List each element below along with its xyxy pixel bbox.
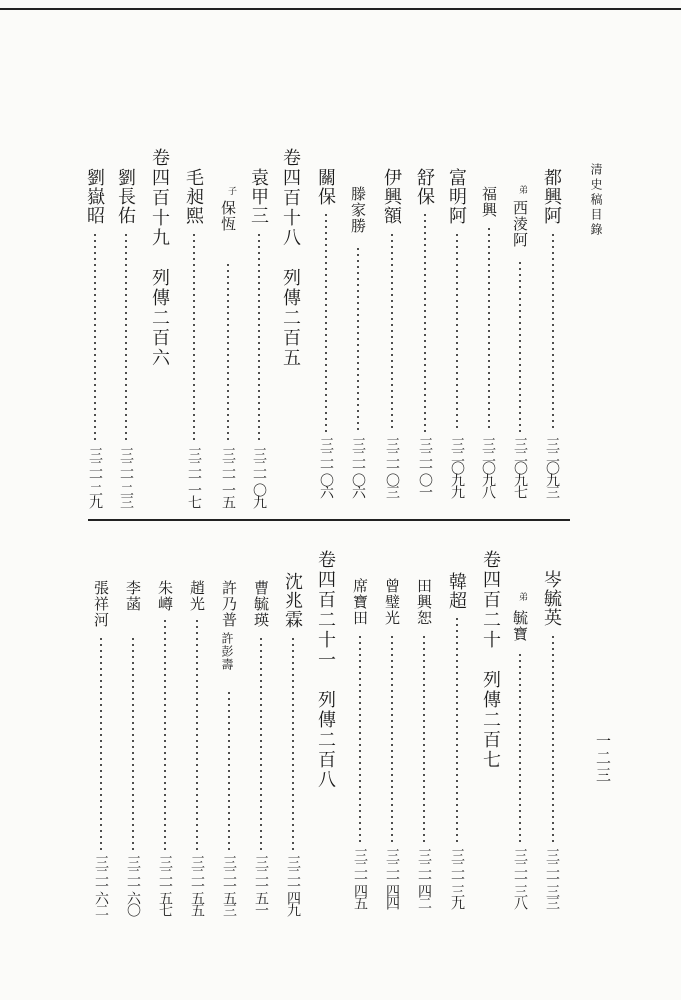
entry-title: 滕家勝 (349, 186, 367, 234)
dot-leader (125, 232, 127, 442)
entry-page: 三二一〇一 (417, 437, 433, 497)
dot-leader (357, 246, 359, 432)
entry-title: 趙光 (188, 580, 206, 612)
entry-page: 三二一〇六 (350, 437, 366, 497)
entry-title: 福興 (480, 186, 498, 218)
entry-title: 西淩阿 (511, 200, 529, 248)
entry-page: 三二一四二 (416, 848, 432, 908)
entry-title: 李菡 (124, 580, 142, 612)
dot-leader (227, 262, 229, 442)
entry-title: 劉長佑 (115, 168, 136, 225)
chapter-heading: 卷四百二十一 列傳二百八 (315, 550, 336, 790)
dot-leader (456, 616, 458, 844)
dot-leader (260, 636, 262, 850)
page-number: 一二三 (594, 733, 612, 784)
entry-page: 三二一五一 (253, 855, 269, 915)
dot-leader (391, 232, 393, 432)
entry-page: 三二一三八 (512, 848, 528, 908)
dot-leader (423, 634, 425, 844)
relation-label: 弟 (517, 185, 527, 195)
dot-leader (552, 634, 554, 844)
entry-title: 田興恕 (415, 578, 433, 626)
entry-page: 三二一五七 (157, 855, 173, 915)
entry-title: 沈兆霖 (282, 572, 303, 629)
entry-title: 都興阿 (541, 168, 562, 225)
entry-page: 三二一一五 (220, 447, 236, 507)
entry-title: 許乃普 (220, 580, 238, 628)
entry-title: 岑毓英 (541, 570, 562, 627)
entry-note: 許彭壽 (220, 632, 234, 671)
entry-page: 三二〇九七 (512, 437, 528, 497)
dot-leader (519, 260, 521, 432)
entry-page: 三二一一七 (186, 447, 202, 507)
entry-page: 三二〇九八 (480, 437, 496, 497)
dot-leader (258, 232, 260, 442)
entry-title: 曹毓瑛 (252, 580, 270, 628)
entry-page: 三二一六二 (93, 855, 109, 915)
entry-title: 劉嶽昭 (84, 168, 105, 225)
entry-title: 富明阿 (446, 168, 467, 225)
dot-leader (488, 226, 490, 432)
entry-title: 舒保 (414, 168, 435, 206)
dot-leader (193, 232, 195, 442)
dot-leader (359, 634, 361, 844)
dot-leader (228, 690, 230, 850)
entry-title: 張祥河 (92, 580, 110, 628)
entry-page: 三二一〇九 (251, 447, 267, 507)
entry-title: 保恆 (219, 200, 237, 232)
dot-leader (552, 232, 554, 432)
entry-page: 三二一五五 (189, 855, 205, 915)
entry-page: 三二一四九 (285, 855, 301, 915)
dot-leader (424, 212, 426, 432)
entry-page: 三二一三三 (544, 848, 560, 908)
chapter-heading: 卷四百十九 列傳二百六 (149, 148, 170, 368)
entry-page: 三二一四五 (352, 848, 368, 908)
entry-page: 三二一〇六 (318, 437, 334, 497)
entry-title: 毓寶 (511, 610, 529, 642)
entry-title: 韓超 (446, 572, 467, 610)
chapter-heading: 卷四百十八 列傳二百五 (280, 148, 301, 368)
entry-page: 三二一四四 (384, 848, 400, 908)
dot-leader (456, 232, 458, 432)
dot-leader (292, 636, 294, 850)
entry-title: 朱嶟 (156, 580, 174, 612)
entry-title: 席寶田 (351, 578, 369, 626)
top-rule (0, 8, 681, 10)
entry-page: 三二一二九 (87, 447, 103, 507)
entry-title: 毛昶熙 (183, 168, 204, 225)
dot-leader (196, 618, 198, 850)
relation-label: 子 (226, 186, 236, 196)
entry-page: 三二一五三 (221, 855, 237, 915)
entry-page: 三二〇九九 (449, 437, 465, 497)
dot-leader (164, 618, 166, 850)
entry-title: 伊興額 (381, 168, 402, 225)
dot-leader (132, 636, 134, 850)
entry-title: 袁甲三 (248, 168, 269, 225)
entry-page: 三二一三九 (449, 848, 465, 908)
entry-page: 三二一〇三 (384, 437, 400, 497)
entry-page: 三二〇九三 (544, 437, 560, 497)
dot-leader (519, 652, 521, 844)
section-divider (88, 519, 570, 521)
dot-leader (391, 634, 393, 844)
relation-label: 弟 (517, 592, 527, 602)
running-head: 清史稿目錄 (589, 163, 603, 238)
chapter-heading: 卷四百二十 列傳二百七 (480, 550, 501, 770)
entry-title: 曾璧光 (383, 578, 401, 626)
dot-leader (94, 232, 96, 442)
entry-title: 關保 (315, 168, 336, 206)
dot-leader (100, 636, 102, 850)
dot-leader (325, 212, 327, 432)
entry-page: 三二一二三 (118, 447, 134, 507)
entry-page: 三二一六〇 (125, 855, 141, 915)
